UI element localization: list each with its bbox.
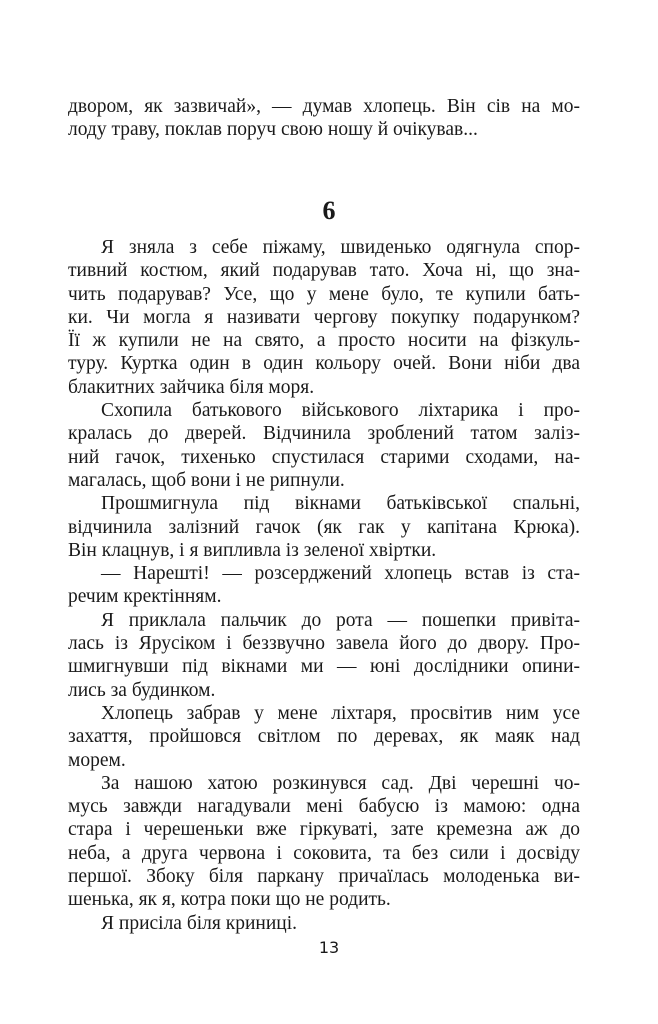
text-line: шенька, як я, котра поки що не родить.	[68, 889, 391, 911]
chapter-body	[68, 236, 580, 935]
text-line: — Нарешті! — розсерджений хлопець встав із ста-	[101, 563, 580, 585]
paragraph	[68, 562, 580, 609]
paragraph	[68, 492, 580, 562]
text-line: Він клацнув, і я випливла із зеленої хвіртки.	[68, 539, 437, 561]
paragraph	[68, 912, 580, 935]
text-line: Хлопець забрав у мене ліхтаря, просвітив ним усе	[101, 702, 580, 724]
text-line: Прошмигнула під вікнами батьківської спальні,	[101, 493, 580, 515]
text-line: шмигнувши під вікнами ми — юні дослідники опини-	[68, 656, 580, 678]
text-line: тивний костюм, який подарував тато. Хоча ні, що зна-	[68, 260, 580, 282]
text-line: За нашою хатою розкинувся сад. Дві черешні чо-	[101, 772, 580, 794]
text-line: Я приклала пальчик до рота — пошепки привіта-	[101, 609, 580, 631]
text-line: морем.	[68, 749, 126, 771]
paragraph	[68, 609, 580, 702]
text-line: лись за будинком.	[68, 679, 216, 701]
text-line: ний гачок, тихенько спустилася старими сходами, на-	[68, 446, 580, 468]
text-line: відчинила залізний гачок (як гак у капітана Крюка).	[68, 516, 580, 538]
previous-section-text	[68, 95, 580, 142]
text-line: туру. Куртка один в один кольору очей. Вони ніби два	[68, 353, 580, 375]
text-line: стара і черешеньки вже гіркуваті, зате кремезна аж до	[68, 819, 580, 841]
text-line: кралась до дверей. Відчинила зроблений татом заліз-	[68, 423, 580, 445]
text-line: лась із Ярусіком і беззвучно завела його до двору. Про-	[68, 633, 580, 655]
text-line: Схопила батькового військового ліхтарика і про-	[101, 400, 580, 422]
text-line: чить подарував? Усе, що у мене було, те купили бать-	[68, 283, 580, 305]
text-line: неба, а друга червона і соковита, та без сили і досвіду	[68, 842, 580, 864]
page-number: 13	[318, 938, 340, 957]
text-line: Я зняла з себе піжаму, швиденько одягнула спор-	[101, 237, 580, 258]
text-line: мусь завжди нагадували мені бабусю із мамою: одна	[68, 796, 580, 818]
text-line: магалась, щоб вони і не рипнули.	[68, 469, 345, 491]
paragraph	[68, 236, 580, 399]
text-line: двором, як зазвичай», — думав хлопець. Він сів на мо-	[68, 96, 580, 117]
text-line: блакитних зайчика біля моря.	[68, 376, 315, 398]
paragraph	[68, 772, 580, 912]
text-line: Її ж купили не на свято, а просто носити на фізкуль-	[68, 330, 580, 352]
text-line: речим кректінням.	[68, 586, 222, 608]
chapter-heading: 6	[322, 196, 336, 225]
text-line: Я присіла біля криниці.	[101, 912, 298, 934]
text-line: захаття, пройшовся світлом по деревах, як маяк над	[68, 726, 580, 748]
paragraph	[68, 702, 580, 772]
text-line: першої. Збоку біля паркану причаїлась молоденька ви-	[68, 866, 580, 888]
paragraph	[68, 399, 580, 492]
text-line: лоду траву, поклав поруч свою ношу й очікував...	[68, 119, 478, 141]
text-line: ки. Чи могла я називати чергову покупку подарунком?	[68, 306, 580, 328]
